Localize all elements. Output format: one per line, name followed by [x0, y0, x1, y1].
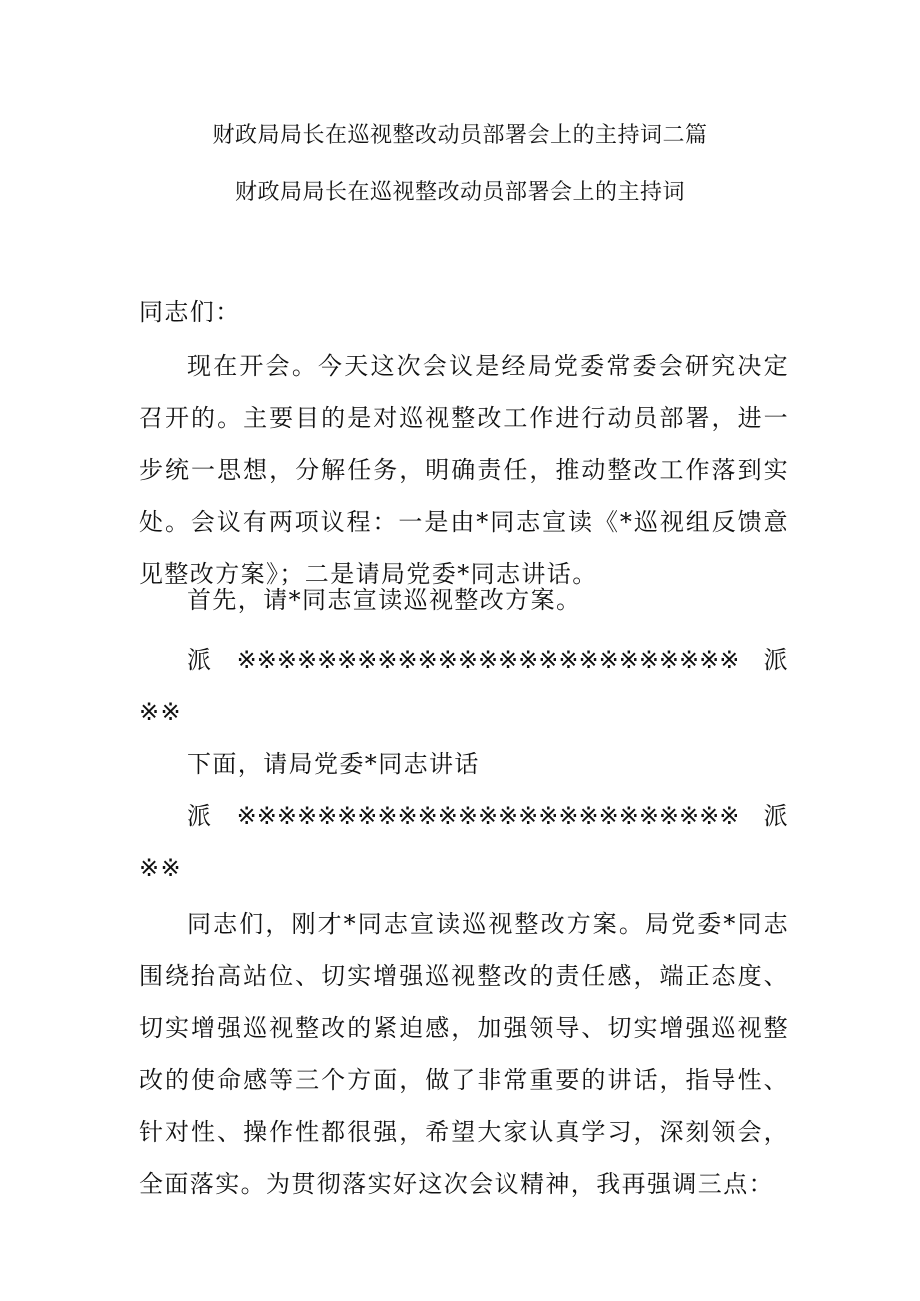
separator-line: [139, 790, 789, 842]
separator-block-2: [139, 790, 789, 894]
document-subtitle: 财政局局长在巡视整改动员部署会上的主持词: [234, 180, 685, 205]
separator-marks: ※※※※※※※※※※※※※※※※※※※※※※※※※: [236, 646, 740, 674]
salutation: 同志们：: [139, 298, 241, 326]
paragraph-opening: 现在开会。今天这次会议是经局党委常委会研究决定召开的。主要目的是对巡视整改工作进行动员部署，进一步统一思想，分解任务，明确责任，推动整改工作落到实处。会议有两项议程：一是由*同志宣读《*巡视组反馈意见整改方案》；二是请局党委*同志讲话。: [139, 352, 789, 588]
paragraph-second-item: 下面，请局党委*同志讲话: [187, 750, 480, 778]
separator-block-1: [139, 634, 789, 738]
separator-line: [139, 634, 789, 686]
separator-start: 派: [187, 646, 213, 674]
paragraph-first-item: 首先，请*同志宣读巡视整改方案。: [187, 586, 582, 614]
separator-end: 派: [763, 646, 789, 674]
separator-end: 派: [763, 802, 789, 830]
document-title: 财政局局长在巡视整改动员部署会上的主持词二篇: [212, 123, 708, 148]
separator-wrap: ※※: [139, 854, 183, 882]
separator-marks: ※※※※※※※※※※※※※※※※※※※※※※※※※: [236, 802, 740, 830]
paragraph-summary: 同志们，刚才*同志宣读巡视整改方案。局党委*同志围绕抬高站位、切实增强巡视整改的责任感，端正态度、切实增强巡视整改的紧迫感，加强领导、切实增强巡视整改的使命感等三个方面，做了非常重要的讲话，指导性、针对性、操作性都很强，希望大家认真学习，深刻领会，全面落实。为贯彻落实好这次会议精神，我再强调三点：: [139, 910, 789, 1198]
separator-wrap: ※※: [139, 698, 183, 726]
separator-start: 派: [187, 802, 213, 830]
